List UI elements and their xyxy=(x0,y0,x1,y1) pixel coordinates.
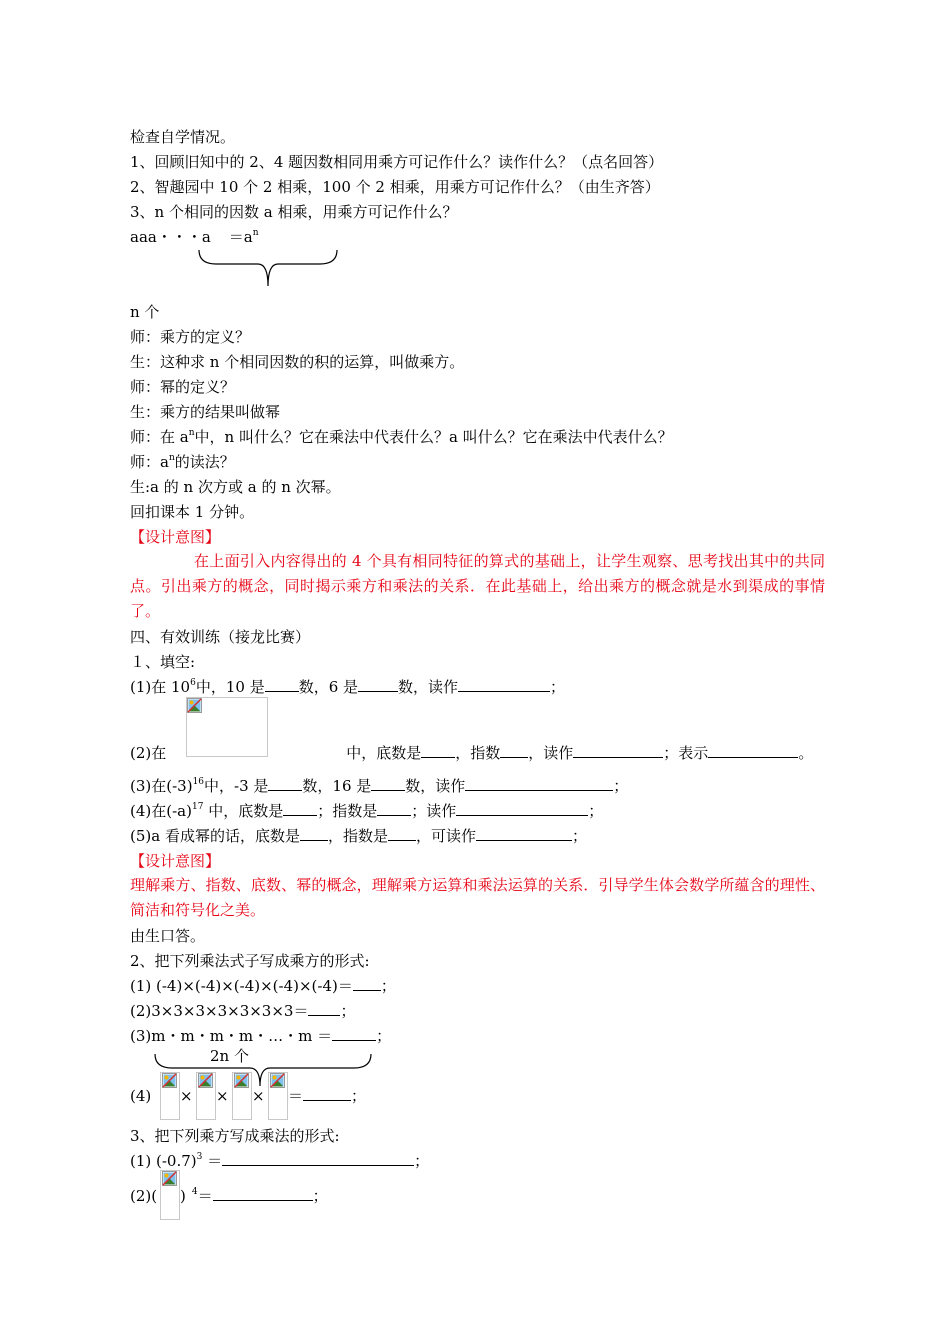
blank[interactable] xyxy=(283,801,317,816)
dialog-4: 生：乘方的结果叫做幂 xyxy=(130,403,281,421)
blank[interactable] xyxy=(421,743,455,758)
formula-count: n 个 xyxy=(130,303,160,321)
dialog-6: 师：$a^n$的读法？ xyxy=(130,453,235,471)
fill-item-3: (3)在$(-3)^{16}$中，-3 是 数，16 是 数，读作 ； xyxy=(130,777,629,795)
broken-image-icon xyxy=(187,698,202,713)
blank[interactable] xyxy=(500,743,528,758)
exercise-2-title: 2、把下列乘法式子写成乘方的形式: xyxy=(130,952,370,970)
section-4-title: 四、有效训练（接龙比赛） xyxy=(130,628,311,646)
exercise-2-item-3: (3)m・m・m・m・…・m ＝ ； xyxy=(130,1027,392,1045)
blank[interactable] xyxy=(308,1001,340,1016)
fill-item-2: (2)在 中，底数是 ，指数 ，读作 ；表示 。 xyxy=(130,744,814,762)
missing-image-placeholder xyxy=(196,1072,216,1120)
dialog-3: 师：幂的定义？ xyxy=(130,378,236,396)
design-heading-1: 【设计意图】 xyxy=(130,528,221,546)
broken-image-icon xyxy=(234,1073,249,1088)
exercise-2-item-4-tail: ＝ ； xyxy=(288,1087,367,1105)
intro-line: 检查自学情况。 xyxy=(130,128,236,146)
exercise-3-title: 3、把下列乘方写成乘法的形式: xyxy=(130,1127,340,1145)
blank[interactable] xyxy=(465,776,613,791)
exercise-3-item-2-label: (2)( xyxy=(130,1187,158,1205)
times-sign: × xyxy=(252,1087,265,1105)
broken-image-icon xyxy=(270,1073,285,1088)
blank[interactable] xyxy=(303,1086,351,1101)
exercise-3-item-1: (1) $(-0.7)^3$ ＝ ； xyxy=(130,1152,430,1170)
blank[interactable] xyxy=(300,826,328,841)
times-sign: × xyxy=(180,1087,193,1105)
blank[interactable] xyxy=(265,677,299,692)
fill-title: １、填空: xyxy=(130,653,196,671)
missing-image-placeholder xyxy=(160,1072,180,1120)
blank[interactable] xyxy=(268,776,302,791)
blank[interactable] xyxy=(222,1151,414,1166)
question-1: 1、回顾旧知中的 2、4 题因数相同用乘方可记作什么？读作什么？（点名回答） xyxy=(130,153,664,171)
dialog-7: 生:a 的 n 次方或 a 的 n 次幂。 xyxy=(130,478,341,496)
underbrace-n xyxy=(196,248,342,288)
blank[interactable] xyxy=(573,743,663,758)
design-paragraph-2: 理解乘方、指数、底数、幂的概念，理解乘方运算和乘法运算的关系．引导学生体会数学所蕴含的理性、简洁和符号化之美。 xyxy=(130,876,825,919)
blank[interactable] xyxy=(708,743,798,758)
dialog-2: 生：这种求 n 个相同因数的积的运算，叫做乘方。 xyxy=(130,353,465,371)
broken-image-icon xyxy=(198,1073,213,1088)
blank[interactable] xyxy=(458,677,550,692)
design-heading-2: 【设计意图】 xyxy=(130,852,221,870)
formula-lhs: aaa・・・a xyxy=(130,228,211,246)
blank[interactable] xyxy=(371,776,405,791)
dialog-1: 师：乘方的定义？ xyxy=(130,328,251,346)
exercise-2-item-4-label: (4) xyxy=(130,1087,152,1105)
missing-image-placeholder xyxy=(268,1072,288,1120)
blank[interactable] xyxy=(358,677,398,692)
blank[interactable] xyxy=(332,1026,376,1041)
broken-image-icon xyxy=(162,1171,177,1186)
brace-count-label: 2n 个 xyxy=(210,1047,249,1065)
question-2: 2、智趣园中 10 个 2 相乘，100 个 2 相乘，用乘方可记作什么？（由生齐答） xyxy=(130,178,660,196)
power-formula xyxy=(130,227,259,247)
fill-item-5: (5)a 看成幂的话，底数是 ，指数是 ，可读作 ； xyxy=(130,827,588,845)
exercise-2-item-2: (2)3×3×3×3×3×3×3＝ ； xyxy=(130,1002,356,1020)
fill-item-4: (4)在$(-a)^{17}$ 中，底数是 ；指数是 ；读作 ； xyxy=(130,802,604,820)
oral-answer: 由生口答。 xyxy=(130,927,206,945)
review-line: 回扣课本 1 分钟。 xyxy=(130,503,255,521)
formula-exp: n xyxy=(252,228,259,238)
broken-image-icon xyxy=(162,1073,177,1088)
fill-item-1: (1)在 $10^6$中，10 是 数，6 是 数，读作 ； xyxy=(130,678,566,696)
formula-eq: ＝a xyxy=(228,228,253,246)
times-sign: × xyxy=(216,1087,229,1105)
blank[interactable] xyxy=(353,976,381,991)
missing-image-placeholder xyxy=(160,1170,180,1220)
overbrace-2n xyxy=(152,1048,376,1088)
missing-image-placeholder xyxy=(232,1072,252,1120)
design-paragraph-1: 在上面引入内容得出的 4 个具有相同特征的算式的基础上，让学生观察、思考找出其中的共同点。引出乘方的概念，同时揭示乘方和乘法的关系．在此基础上，给出乘方的概念就是水到渠成的事情了。 xyxy=(130,552,825,620)
blank[interactable] xyxy=(213,1186,313,1201)
blank[interactable] xyxy=(388,826,416,841)
blank[interactable] xyxy=(476,826,572,841)
blank[interactable] xyxy=(377,801,411,816)
exercise-2-item-1: (1) (-4)×(-4)×(-4)×(-4)×(-4)＝ ； xyxy=(130,977,396,995)
exercise-3-item-2-tail: ) $^4$＝ ； xyxy=(180,1187,328,1205)
blank[interactable] xyxy=(456,801,588,816)
dialog-5: 师：在 $a^n$中，n 叫什么？它在乘法中代表什么？a 叫什么？它在乘法中代表什么？ xyxy=(130,428,673,446)
question-3: 3、n 个相同的因数 a 相乘，用乘方可记作什么？ xyxy=(130,203,458,221)
